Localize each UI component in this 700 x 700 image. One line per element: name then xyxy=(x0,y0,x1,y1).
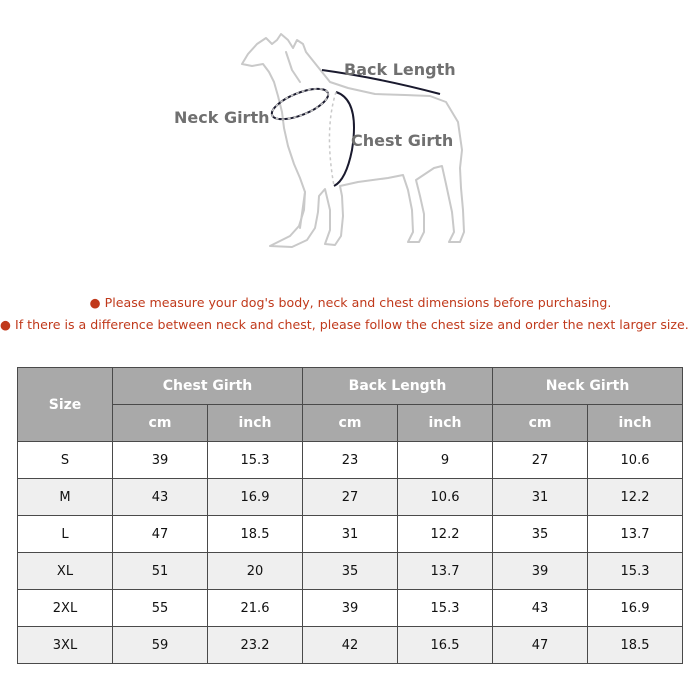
size-cell: S xyxy=(18,442,113,479)
table-row xyxy=(18,442,683,479)
bullet-icon: ● xyxy=(0,317,11,332)
size-cell: XL xyxy=(18,553,113,590)
unit-header: cm xyxy=(303,405,398,442)
note-measure xyxy=(0,292,700,314)
unit-header: inch xyxy=(208,405,303,442)
measurement-cell: 15.3 xyxy=(208,442,303,479)
measurement-cell: 20 xyxy=(208,553,303,590)
measurement-cell: 35 xyxy=(493,516,588,553)
table-row xyxy=(18,627,683,664)
measurement-cell: 16.9 xyxy=(588,590,683,627)
measurement-cell: 12.2 xyxy=(588,479,683,516)
size-chart-table xyxy=(17,367,683,664)
measurement-cell: 18.5 xyxy=(208,516,303,553)
dog-measurement-diagram xyxy=(0,0,700,280)
size-cell: 3XL xyxy=(18,627,113,664)
size-cell: L xyxy=(18,516,113,553)
measurement-cell: 10.6 xyxy=(588,442,683,479)
table-header-row xyxy=(18,368,683,405)
measurement-cell: 23.2 xyxy=(208,627,303,664)
measurement-cell: 21.6 xyxy=(208,590,303,627)
table-unit-row xyxy=(18,405,683,442)
unit-header: inch xyxy=(588,405,683,442)
back-length-label: Back Length xyxy=(344,60,456,79)
measurement-cell: 43 xyxy=(493,590,588,627)
measurement-cell: 39 xyxy=(303,590,398,627)
note-text: If there is a difference between neck and chest, please follow the chest size and order the next larger size. xyxy=(15,317,689,332)
measurement-cell: 39 xyxy=(493,553,588,590)
measurement-cell: 47 xyxy=(493,627,588,664)
measurement-cell: 12.2 xyxy=(398,516,493,553)
size-cell: 2XL xyxy=(18,590,113,627)
measurement-notes xyxy=(0,292,700,336)
bullet-icon: ● xyxy=(89,295,101,310)
measurement-cell: 13.7 xyxy=(398,553,493,590)
measurement-cell: 31 xyxy=(493,479,588,516)
measurement-cell: 43 xyxy=(113,479,208,516)
measurement-cell: 16.5 xyxy=(398,627,493,664)
measurement-cell: 10.6 xyxy=(398,479,493,516)
measurement-cell: 47 xyxy=(113,516,208,553)
measurement-cell: 15.3 xyxy=(588,553,683,590)
unit-header: cm xyxy=(113,405,208,442)
table-row xyxy=(18,553,683,590)
neck-girth-label: Neck Girth xyxy=(174,108,270,127)
measurement-cell: 27 xyxy=(493,442,588,479)
size-cell: M xyxy=(18,479,113,516)
measurement-cell: 13.7 xyxy=(588,516,683,553)
table-row xyxy=(18,479,683,516)
table-row xyxy=(18,590,683,627)
measurement-cell: 15.3 xyxy=(398,590,493,627)
note-text: Please measure your dog's body, neck and chest dimensions before purchasing. xyxy=(104,295,612,310)
measurement-cell: 31 xyxy=(303,516,398,553)
measurement-cell: 59 xyxy=(113,627,208,664)
unit-header: inch xyxy=(398,405,493,442)
measurement-cell: 55 xyxy=(113,590,208,627)
measurement-cell: 39 xyxy=(113,442,208,479)
chest-girth-header: Chest Girth xyxy=(113,368,303,405)
size-column-header: Size xyxy=(18,368,113,442)
measurement-cell: 23 xyxy=(303,442,398,479)
measurement-cell: 35 xyxy=(303,553,398,590)
measurement-cell: 9 xyxy=(398,442,493,479)
measurement-cell: 18.5 xyxy=(588,627,683,664)
neck-girth-header: Neck Girth xyxy=(493,368,683,405)
measurement-cell: 51 xyxy=(113,553,208,590)
table-row xyxy=(18,516,683,553)
measurement-cell: 27 xyxy=(303,479,398,516)
measurement-cell: 42 xyxy=(303,627,398,664)
note-difference xyxy=(0,314,700,336)
unit-header: cm xyxy=(493,405,588,442)
chest-girth-label: Chest Girth xyxy=(351,131,454,150)
back-length-header: Back Length xyxy=(303,368,493,405)
measurement-cell: 16.9 xyxy=(208,479,303,516)
